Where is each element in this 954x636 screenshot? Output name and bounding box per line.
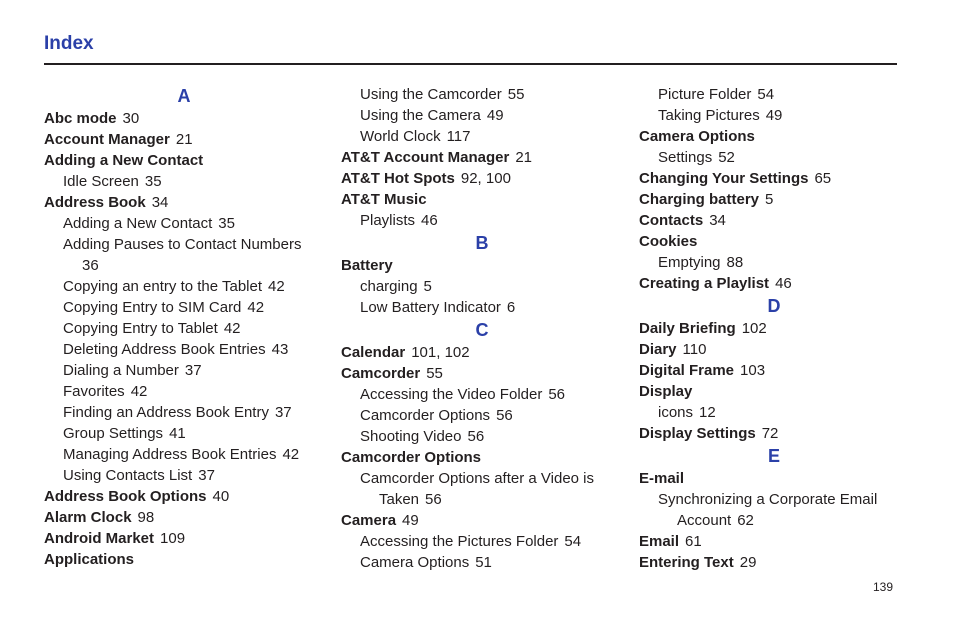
index-term: Applications bbox=[44, 551, 135, 568]
index-term: Favorites bbox=[63, 383, 125, 400]
index-subentry bbox=[44, 423, 324, 444]
index-entry bbox=[639, 318, 909, 339]
index-page-reference: 35 bbox=[144, 173, 162, 190]
index-term: Account bbox=[677, 512, 732, 529]
index-term: Battery bbox=[341, 257, 393, 274]
index-term: Android Market bbox=[44, 530, 155, 547]
index-term: Cookies bbox=[639, 233, 698, 250]
index-page-reference: 54 bbox=[757, 86, 775, 103]
index-entry bbox=[639, 189, 909, 210]
index-page-reference: 56 bbox=[425, 491, 442, 508]
index-entry bbox=[341, 147, 623, 168]
index-letter-heading: A bbox=[177, 86, 191, 106]
index-entry bbox=[639, 468, 909, 489]
index-term: Managing Address Book Entries bbox=[63, 446, 277, 463]
index-page-reference: 51 bbox=[475, 554, 492, 571]
index-term: Copying Entry to SIM Card bbox=[63, 299, 242, 316]
index-term: Group Settings bbox=[63, 425, 164, 442]
index-page-reference: 98 bbox=[137, 509, 155, 526]
index-term: Using Contacts List bbox=[63, 467, 193, 484]
index-term: Accessing the Pictures Folder bbox=[360, 533, 559, 550]
index-term: Low Battery Indicator bbox=[360, 299, 501, 316]
index-entry bbox=[341, 447, 623, 468]
index-entry-continuation bbox=[341, 489, 623, 510]
index-subentry bbox=[44, 402, 324, 423]
index-term: Address Book Options bbox=[44, 488, 207, 505]
index-page-reference: 42 bbox=[247, 299, 265, 316]
index-page-reference: 42 bbox=[223, 320, 241, 337]
index-term: AT&T Music bbox=[341, 191, 427, 208]
index-page-reference: 37 bbox=[184, 362, 202, 379]
index-subentry bbox=[44, 360, 324, 381]
index-letter-heading: C bbox=[475, 320, 489, 340]
index-letter-heading: D bbox=[767, 296, 781, 316]
index-page-reference: 49 bbox=[486, 107, 504, 124]
index-term: Copying Entry to Tablet bbox=[63, 320, 218, 337]
index-entry bbox=[44, 108, 324, 129]
index-subentry bbox=[44, 339, 324, 360]
index-entry bbox=[341, 363, 623, 384]
index-page-reference: 12 bbox=[699, 404, 716, 421]
index-page-reference: 103 bbox=[740, 362, 766, 379]
index-entry bbox=[639, 126, 909, 147]
index-term: E-mail bbox=[639, 470, 685, 487]
index-page-reference: 56 bbox=[467, 428, 485, 445]
index-term: Accessing the Video Folder bbox=[360, 386, 543, 403]
index-page-reference: 34 bbox=[709, 212, 726, 229]
index-entry bbox=[44, 507, 324, 528]
index-term: Account Manager bbox=[44, 131, 170, 148]
index-term: Camera bbox=[341, 512, 397, 529]
index-term: Deleting Address Book Entries bbox=[63, 341, 266, 358]
index-term: Digital Frame bbox=[639, 362, 735, 379]
index-term: Using the Camera bbox=[360, 107, 481, 124]
index-column-2 bbox=[341, 84, 623, 573]
index-term: charging bbox=[360, 278, 418, 295]
index-term: Camcorder Options bbox=[360, 407, 491, 424]
index-term: Copying an entry to the Tablet bbox=[63, 278, 263, 295]
page-title: Index bbox=[44, 33, 94, 54]
index-subentry bbox=[639, 252, 909, 273]
index-entry bbox=[44, 192, 324, 213]
index-subentry bbox=[341, 531, 623, 552]
index-page-reference: 30 bbox=[122, 110, 140, 127]
index-entry bbox=[639, 339, 909, 360]
index-term: Emptying bbox=[658, 254, 721, 271]
index-page-reference: 41 bbox=[169, 425, 186, 442]
index-term: AT&T Account Manager bbox=[341, 149, 510, 166]
index-page-reference: 92, 100 bbox=[460, 170, 511, 187]
index-page-reference: 88 bbox=[726, 254, 744, 271]
index-term: Address Book bbox=[44, 194, 146, 211]
index-page-reference: 6 bbox=[506, 299, 516, 316]
index-subentry bbox=[639, 147, 909, 168]
index-term: Picture Folder bbox=[658, 86, 752, 103]
index-entry bbox=[341, 255, 623, 276]
index-subentry bbox=[44, 465, 324, 486]
index-subentry bbox=[341, 297, 623, 318]
index-term: Camcorder bbox=[341, 365, 421, 382]
index-entry bbox=[639, 360, 909, 381]
index-term: Contacts bbox=[639, 212, 704, 229]
index-column-1 bbox=[44, 84, 324, 570]
index-entry bbox=[639, 381, 909, 402]
index-entry bbox=[639, 423, 909, 444]
index-term: Dialing a Number bbox=[63, 362, 179, 379]
index-term: Camera Options bbox=[639, 128, 755, 145]
index-page-reference: 46 bbox=[421, 212, 438, 229]
index-subentry bbox=[341, 405, 623, 426]
index-subentry bbox=[639, 105, 909, 126]
index-term: Taken bbox=[379, 491, 420, 508]
index-term: Adding a New Contact bbox=[44, 152, 204, 169]
index-entry bbox=[44, 528, 324, 549]
index-page-reference: 42 bbox=[282, 446, 300, 463]
index-page-reference: 72 bbox=[761, 425, 779, 442]
index-page-reference: 49 bbox=[765, 107, 783, 124]
index-entry bbox=[341, 168, 623, 189]
index-page-reference: 36 bbox=[82, 257, 99, 274]
index-subentry bbox=[44, 381, 324, 402]
index-term: Camera Options bbox=[360, 554, 470, 571]
index-term: Camcorder Options bbox=[341, 449, 482, 466]
index-column-3 bbox=[639, 84, 909, 573]
index-term: World Clock bbox=[360, 128, 441, 145]
index-page-reference: 5 bbox=[765, 191, 774, 208]
index-page-reference: 117 bbox=[446, 128, 471, 145]
index-entry bbox=[44, 549, 324, 570]
index-term: Entering Text bbox=[639, 554, 734, 571]
index-term: Creating a Playlist bbox=[639, 275, 770, 292]
index-page-reference: 34 bbox=[151, 194, 169, 211]
index-term: Display bbox=[639, 383, 693, 400]
index-subentry bbox=[44, 444, 324, 465]
index-term: Taking Pictures bbox=[658, 107, 760, 124]
index-term: Changing Your Settings bbox=[639, 170, 809, 187]
index-page-reference: 102 bbox=[741, 320, 767, 337]
index-entry-continuation bbox=[44, 255, 324, 276]
index-page-reference: 110 bbox=[682, 341, 707, 358]
index-subentry bbox=[44, 276, 324, 297]
index-term: Camcorder Options after a Video is bbox=[360, 470, 595, 487]
index-term: Alarm Clock bbox=[44, 509, 132, 526]
title-divider bbox=[44, 63, 897, 65]
index-subentry bbox=[44, 213, 324, 234]
index-page-reference: 55 bbox=[507, 86, 525, 103]
index-term: Settings bbox=[658, 149, 713, 166]
index-entry bbox=[44, 150, 324, 171]
index-subentry bbox=[639, 402, 909, 423]
index-subentry bbox=[44, 318, 324, 339]
index-page-reference: 29 bbox=[739, 554, 757, 571]
index-page-reference: 37 bbox=[274, 404, 292, 421]
page-number: 139 bbox=[873, 580, 894, 594]
index-subentry bbox=[341, 468, 623, 489]
index-subentry bbox=[341, 84, 623, 105]
index-page-reference: 40 bbox=[212, 488, 230, 505]
index-entry bbox=[639, 552, 909, 573]
index-subentry bbox=[341, 552, 623, 573]
index-term: Adding Pauses to Contact Numbers bbox=[63, 236, 302, 253]
index-term: Diary bbox=[639, 341, 677, 358]
index-entry bbox=[44, 486, 324, 507]
index-entry bbox=[341, 342, 623, 363]
index-page-reference: 52 bbox=[718, 149, 735, 166]
index-page-reference: 43 bbox=[271, 341, 289, 358]
index-subentry bbox=[341, 105, 623, 126]
index-term: Charging battery bbox=[639, 191, 760, 208]
index-subentry bbox=[44, 171, 324, 192]
index-term: Idle Screen bbox=[63, 173, 139, 190]
index-term: Playlists bbox=[360, 212, 416, 229]
index-subentry bbox=[44, 297, 324, 318]
index-page-reference: 65 bbox=[814, 170, 832, 187]
index-page-reference: 56 bbox=[548, 386, 566, 403]
index-page-reference: 21 bbox=[515, 149, 533, 166]
index-subentry bbox=[341, 210, 623, 231]
index-term: Display Settings bbox=[639, 425, 756, 442]
index-term: Using the Camcorder bbox=[360, 86, 502, 103]
index-page-reference: 42 bbox=[268, 278, 285, 295]
index-page-reference: 101, 102 bbox=[411, 344, 470, 361]
index-page-reference: 62 bbox=[737, 512, 754, 529]
index-term: Synchronizing a Corporate Email bbox=[658, 491, 878, 508]
index-subentry bbox=[341, 126, 623, 147]
index-term: Email bbox=[639, 533, 680, 550]
index-term: Adding a New Contact bbox=[63, 215, 213, 232]
index-entry bbox=[341, 510, 623, 531]
index-page-reference: 46 bbox=[775, 275, 792, 292]
index-term: AT&T Hot Spots bbox=[341, 170, 455, 187]
index-term: Daily Briefing bbox=[639, 320, 736, 337]
index-subentry bbox=[44, 234, 324, 255]
index-letter-heading: B bbox=[475, 233, 489, 253]
index-page-reference: 56 bbox=[496, 407, 513, 424]
index-letter-heading: E bbox=[767, 446, 780, 466]
index-entry bbox=[639, 531, 909, 552]
index-entry bbox=[639, 273, 909, 294]
index-term: Shooting Video bbox=[360, 428, 462, 445]
index-page-reference: 42 bbox=[130, 383, 148, 400]
index-page-reference: 109 bbox=[160, 530, 186, 547]
index-page-reference: 35 bbox=[218, 215, 235, 232]
index-entry bbox=[639, 168, 909, 189]
index-entry bbox=[639, 231, 909, 252]
index-term: icons bbox=[658, 404, 694, 421]
index-subentry bbox=[639, 84, 909, 105]
index-page-reference: 55 bbox=[426, 365, 443, 382]
index-term: Finding an Address Book Entry bbox=[63, 404, 269, 421]
index-subentry bbox=[341, 276, 623, 297]
index-term: Abc mode bbox=[44, 110, 117, 127]
index-term: Calendar bbox=[341, 344, 406, 361]
index-subentry bbox=[341, 426, 623, 447]
index-page-reference: 49 bbox=[402, 512, 419, 529]
index-page-reference: 54 bbox=[564, 533, 582, 550]
index-entry-continuation bbox=[639, 510, 909, 531]
index-page-reference: 37 bbox=[198, 467, 215, 484]
index-page-reference: 61 bbox=[685, 533, 702, 550]
index-entry bbox=[639, 210, 909, 231]
index-entry bbox=[44, 129, 324, 150]
index-page-reference: 21 bbox=[175, 131, 193, 148]
index-subentry bbox=[639, 489, 909, 510]
index-subentry bbox=[341, 384, 623, 405]
index-entry bbox=[341, 189, 623, 210]
index-page-reference: 5 bbox=[423, 278, 432, 295]
